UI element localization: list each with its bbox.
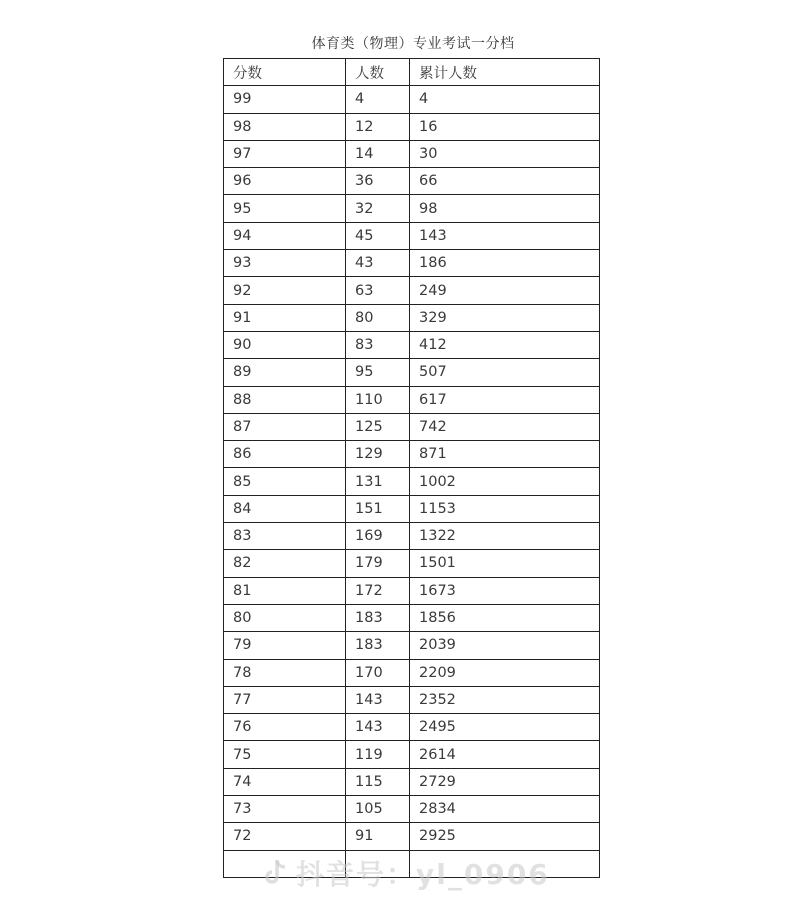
- table-row: [224, 113, 600, 140]
- table-row: [224, 550, 600, 577]
- cell-cumulative: 2729: [410, 768, 600, 795]
- cell-score: 95: [224, 195, 346, 222]
- table-row: [224, 250, 600, 277]
- cell-cumulative: 143: [410, 222, 600, 249]
- table-row: [224, 741, 600, 768]
- cell-cumulative: 507: [410, 359, 600, 386]
- cell-score: 80: [224, 604, 346, 631]
- cell-score: 82: [224, 550, 346, 577]
- cell-count: 183: [346, 632, 410, 659]
- cell-score: 73: [224, 796, 346, 823]
- cell-score: 79: [224, 632, 346, 659]
- cell-cumulative: 1673: [410, 577, 600, 604]
- header-score: 分数: [224, 59, 346, 86]
- table-row: [224, 632, 600, 659]
- cell-cumulative: 1856: [410, 604, 600, 631]
- cell-cumulative: 2352: [410, 686, 600, 713]
- cell-cumulative: 329: [410, 304, 600, 331]
- cell-count: 80: [346, 304, 410, 331]
- cell-score: 97: [224, 140, 346, 167]
- table-row: [224, 86, 600, 113]
- cell-score: 98: [224, 113, 346, 140]
- table-row: [224, 386, 600, 413]
- cell-score: 91: [224, 304, 346, 331]
- table-row: [224, 168, 600, 195]
- cell-count: 129: [346, 441, 410, 468]
- cell-count: 151: [346, 495, 410, 522]
- cell-score: 93: [224, 250, 346, 277]
- table-row: [224, 714, 600, 741]
- cell-score: 74: [224, 768, 346, 795]
- cell-score: 78: [224, 659, 346, 686]
- table-row: [224, 495, 600, 522]
- table-row: [224, 277, 600, 304]
- cell-count: 143: [346, 686, 410, 713]
- cell-cumulative: 2834: [410, 796, 600, 823]
- table-row: [224, 659, 600, 686]
- header-count: 人数: [346, 59, 410, 86]
- cell-score: 90: [224, 331, 346, 358]
- cell-count: 179: [346, 550, 410, 577]
- cell-count: 183: [346, 604, 410, 631]
- cell-count: 4: [346, 86, 410, 113]
- cell-score: 81: [224, 577, 346, 604]
- cell-count: 32: [346, 195, 410, 222]
- cell-count: 45: [346, 222, 410, 249]
- cell-count: 115: [346, 768, 410, 795]
- cell-cumulative: 1501: [410, 550, 600, 577]
- cell-cumulative: 2039: [410, 632, 600, 659]
- cell-cumulative: 66: [410, 168, 600, 195]
- cell-cumulative: 186: [410, 250, 600, 277]
- cell-score: 83: [224, 523, 346, 550]
- cell-cumulative: 617: [410, 386, 600, 413]
- cell-score: 76: [224, 714, 346, 741]
- cell-cumulative: 412: [410, 331, 600, 358]
- cell-cumulative: [410, 850, 600, 877]
- table-row: [224, 850, 600, 877]
- cell-cumulative: 742: [410, 413, 600, 440]
- table-row: [224, 222, 600, 249]
- cell-count: 169: [346, 523, 410, 550]
- table-row: [224, 823, 600, 850]
- table-header-row: [224, 59, 600, 86]
- table-row: [224, 413, 600, 440]
- cell-count: 14: [346, 140, 410, 167]
- cell-count: 170: [346, 659, 410, 686]
- table-row: [224, 523, 600, 550]
- cell-score: 77: [224, 686, 346, 713]
- cell-score: 84: [224, 495, 346, 522]
- table-row: [224, 604, 600, 631]
- cell-count: 119: [346, 741, 410, 768]
- cell-count: 91: [346, 823, 410, 850]
- cell-cumulative: 2925: [410, 823, 600, 850]
- table-row: [224, 359, 600, 386]
- cell-cumulative: 16: [410, 113, 600, 140]
- header-cumulative: 累计人数: [410, 59, 600, 86]
- cell-count: 105: [346, 796, 410, 823]
- cell-count: [346, 850, 410, 877]
- cell-score: 72: [224, 823, 346, 850]
- table-row: [224, 796, 600, 823]
- cell-cumulative: 2495: [410, 714, 600, 741]
- table-row: [224, 686, 600, 713]
- cell-count: 36: [346, 168, 410, 195]
- cell-count: 63: [346, 277, 410, 304]
- table-row: [224, 304, 600, 331]
- cell-count: 125: [346, 413, 410, 440]
- cell-score: 86: [224, 441, 346, 468]
- cell-count: 12: [346, 113, 410, 140]
- cell-cumulative: 4: [410, 86, 600, 113]
- cell-count: 95: [346, 359, 410, 386]
- table-row: [224, 468, 600, 495]
- cell-score: 89: [224, 359, 346, 386]
- cell-score: 96: [224, 168, 346, 195]
- cell-count: 143: [346, 714, 410, 741]
- cell-count: 110: [346, 386, 410, 413]
- table-row: [224, 768, 600, 795]
- table-row: [224, 577, 600, 604]
- table-row: [224, 441, 600, 468]
- cell-cumulative: 1153: [410, 495, 600, 522]
- cell-score: 92: [224, 277, 346, 304]
- cell-count: 43: [346, 250, 410, 277]
- cell-count: 172: [346, 577, 410, 604]
- cell-score: 88: [224, 386, 346, 413]
- score-distribution-table: [223, 58, 600, 878]
- cell-cumulative: 98: [410, 195, 600, 222]
- cell-cumulative: 1002: [410, 468, 600, 495]
- cell-score: 94: [224, 222, 346, 249]
- cell-cumulative: 249: [410, 277, 600, 304]
- cell-score: 85: [224, 468, 346, 495]
- watermark-text: 抖音号：yl_0906: [296, 858, 550, 891]
- cell-score: 75: [224, 741, 346, 768]
- table-row: [224, 331, 600, 358]
- cell-score: 87: [224, 413, 346, 440]
- cell-cumulative: 2614: [410, 741, 600, 768]
- cell-cumulative: 1322: [410, 523, 600, 550]
- cell-count: 83: [346, 331, 410, 358]
- cell-cumulative: 871: [410, 441, 600, 468]
- cell-score: 99: [224, 86, 346, 113]
- table-title: 体育类（物理）专业考试一分档: [311, 36, 515, 52]
- cell-cumulative: 2209: [410, 659, 600, 686]
- cell-cumulative: 30: [410, 140, 600, 167]
- cell-score: [224, 850, 346, 877]
- table-row: [224, 195, 600, 222]
- cell-count: 131: [346, 468, 410, 495]
- table-row: [224, 140, 600, 167]
